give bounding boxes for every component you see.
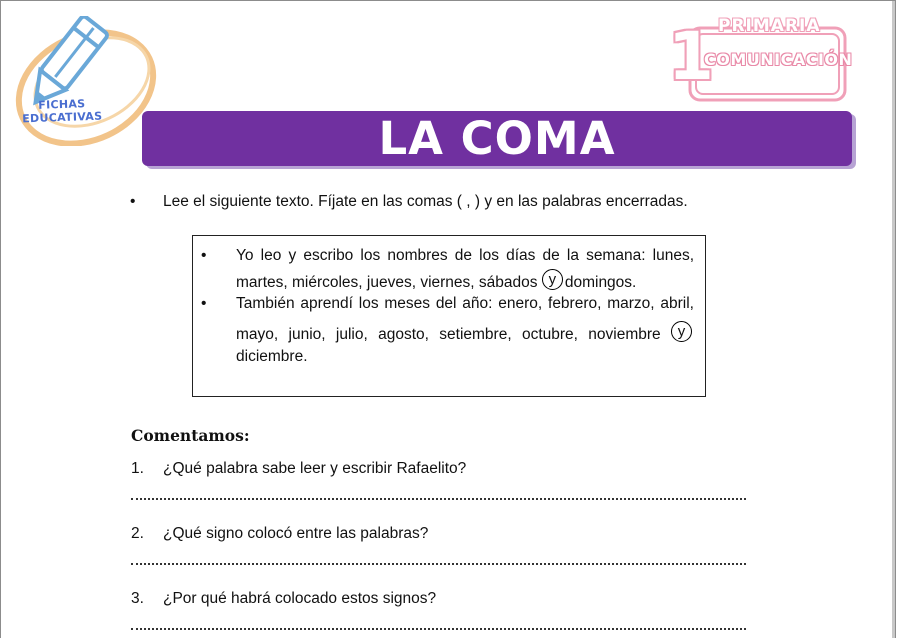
bullet-icon: • <box>201 295 207 312</box>
circled-word: y <box>671 321 692 342</box>
reading-item <box>201 293 695 368</box>
logo-text-line1: FICHAS <box>38 97 86 112</box>
bullet-icon: • <box>201 247 207 264</box>
reading-box <box>192 235 706 397</box>
reading-item <box>201 242 695 296</box>
answer-line[interactable] <box>131 628 746 630</box>
page-title: LA COMA <box>378 112 616 165</box>
bullet-icon: • <box>130 193 136 210</box>
reading-item-text: Yo leo y escribo los nombres de los días de la semana: lunes, martes, miércoles, jueves, viernes, sábados y domingos. <box>236 247 694 291</box>
level-label: PRIMARIA <box>718 16 821 36</box>
logo-text <box>22 97 103 126</box>
answer-line[interactable] <box>131 498 746 500</box>
reading-item-text: También aprendí los meses del año: enero, febrero, marzo, abril, mayo, junio, julio, agosto, setiembre, octubre, noviembre y diciembre. <box>236 295 694 365</box>
subject-label: COMUNICACIÓN <box>704 50 853 69</box>
section-title: Comentamos: <box>131 426 250 445</box>
instruction <box>130 193 688 211</box>
logo-text-line2: EDUCATIVAS <box>22 109 103 126</box>
instruction-text: Lee el siguiente texto. Fíjate en las comas ( , ) y en las palabras encerradas. <box>163 193 688 210</box>
circled-word: y <box>542 269 563 290</box>
title-banner <box>142 111 852 166</box>
question-item: 2. ¿Qué signo colocó entre las palabras? <box>131 525 429 542</box>
question-item: 3. ¿Por qué habrá colocado estos signos? <box>131 590 437 607</box>
grade-number: 1 <box>668 18 714 95</box>
question-item: 1. ¿Qué palabra sabe leer y escribir Rafaelito? <box>131 460 467 477</box>
answer-line[interactable] <box>131 563 746 565</box>
